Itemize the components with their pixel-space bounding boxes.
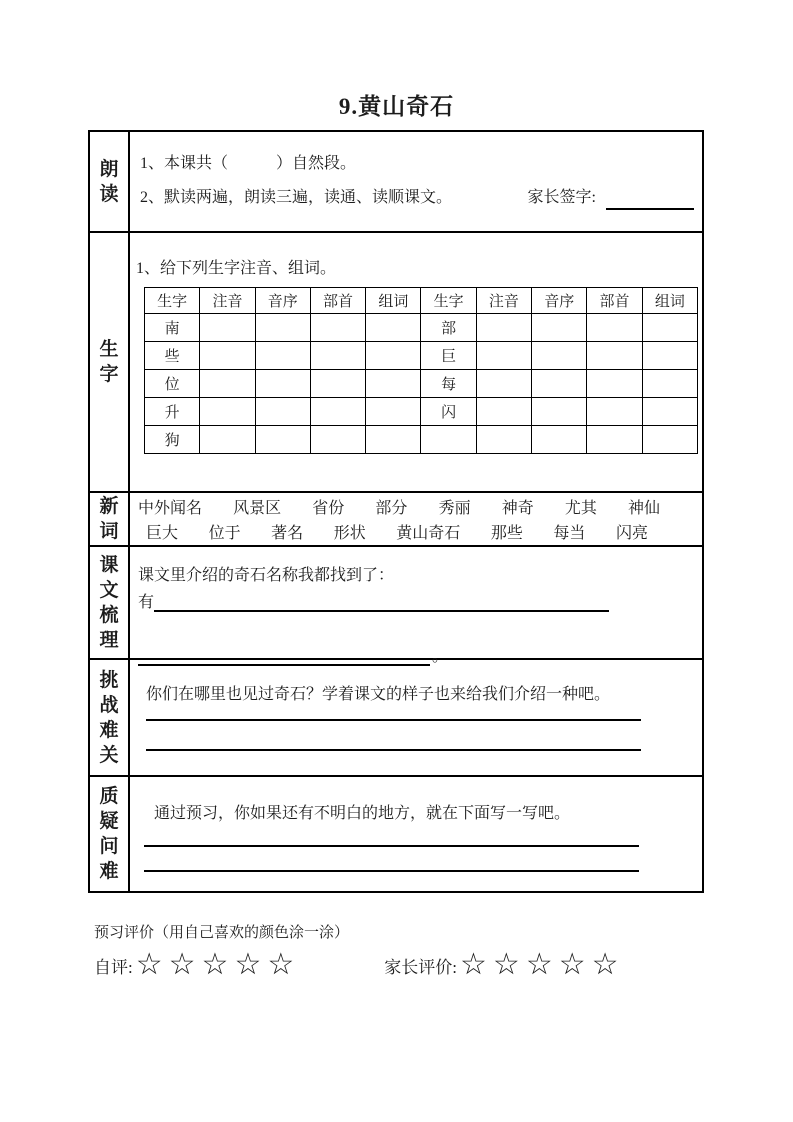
- shengzi-blank-cell: [587, 314, 642, 342]
- word-item: 每当: [553, 525, 586, 542]
- section-langdu: [90, 132, 702, 233]
- shengzi-blank-cell: [310, 314, 365, 342]
- kewen-content: [130, 547, 702, 665]
- tiaozhan-content: [130, 660, 702, 775]
- shengzi-blank-cell: [587, 426, 642, 454]
- shengzi-blank-cell: [532, 426, 587, 454]
- shengzi-char-cell: 每: [421, 370, 476, 398]
- shengzi-header-cell: 注音: [200, 288, 255, 314]
- shengzi-header-cell: 部首: [310, 288, 365, 314]
- section-shengzi: [90, 233, 702, 493]
- page-title: 9.黄山奇石: [338, 94, 455, 119]
- kewen-fill-suffix: 。: [432, 648, 449, 665]
- shengzi-blank-cell: [532, 398, 587, 426]
- shengzi-blank-cell: [366, 314, 421, 342]
- shengzi-blank-cell: [642, 426, 697, 454]
- shengzi-blank-cell: [587, 370, 642, 398]
- tiaozhan-blank-1: [146, 719, 641, 721]
- shengzi-blank-cell: [200, 342, 255, 370]
- tiaozhan-blank-2: [146, 749, 641, 751]
- section-label-cell: [90, 233, 130, 491]
- shengzi-row: [145, 342, 698, 370]
- star-icon: ☆: [234, 947, 262, 982]
- shengzi-char-cell: 南: [145, 314, 200, 342]
- section-kewen: [90, 547, 702, 665]
- langdu-item-1: 1、本课共（ ）自然段。: [140, 155, 357, 172]
- shengzi-blank-cell: [642, 398, 697, 426]
- shengzi-blank-cell: [255, 342, 310, 370]
- word-item: 黄山奇石: [396, 525, 461, 542]
- star-icon: ☆: [135, 947, 163, 982]
- parent-signature-group: [528, 186, 698, 210]
- shengzi-blank-cell: [200, 314, 255, 342]
- shengzi-blank-cell: [255, 370, 310, 398]
- kewen-fill-row-1: [138, 589, 692, 612]
- shengzi-row: [145, 314, 698, 342]
- shengzi-blank-cell: [366, 426, 421, 454]
- shengzi-char-cell: 闪: [421, 398, 476, 426]
- shengzi-blank-cell: [532, 342, 587, 370]
- star-icon: ☆: [591, 947, 619, 982]
- xinci-line-1: [138, 496, 660, 521]
- word-item: 风景区: [233, 500, 282, 517]
- shengzi-header-cell: 生字: [421, 288, 476, 314]
- langdu-line-2: [140, 186, 698, 210]
- shengzi-blank-cell: [476, 342, 531, 370]
- shengzi-blank-cell: [255, 314, 310, 342]
- parent-evaluation-label: 家长评价:: [384, 957, 457, 977]
- section-label-cell: [90, 493, 130, 545]
- word-item: 中外闻名: [138, 500, 203, 517]
- langdu-content: [130, 132, 702, 231]
- shengzi-char-cell: 部: [421, 314, 476, 342]
- zhiyi-label: 质疑问难: [99, 786, 119, 882]
- shengzi-blank-cell: [476, 398, 531, 426]
- shengzi-blank-cell: [366, 398, 421, 426]
- word-item: 那些: [490, 525, 523, 542]
- shengzi-content: [130, 233, 702, 491]
- parent-signature-label: 家长签字:: [527, 189, 596, 206]
- shengzi-blank-cell: [310, 342, 365, 370]
- shengzi-blank-cell: [310, 370, 365, 398]
- kewen-label: 课文梳理: [99, 554, 119, 651]
- shengzi-blank-cell: [642, 370, 697, 398]
- shengzi-blank-cell: [532, 314, 587, 342]
- shengzi-blank-cell: [587, 342, 642, 370]
- shengzi-char-cell: 些: [145, 342, 200, 370]
- evaluation-footer: [94, 922, 619, 983]
- xinci-content: [130, 493, 702, 545]
- word-item: 位于: [208, 525, 241, 542]
- word-item: 省份: [312, 500, 345, 517]
- xinci-label: 新词: [99, 496, 119, 542]
- shengzi-row: [145, 370, 698, 398]
- kewen-fill-blank-1: [154, 590, 609, 612]
- shengzi-row: [145, 426, 698, 454]
- shengzi-blank-cell: [200, 370, 255, 398]
- parent-signature-blank: [606, 188, 694, 210]
- shengzi-header-cell: 音序: [532, 288, 587, 314]
- shengzi-char-cell: 升: [145, 398, 200, 426]
- shengzi-prompt: 1、给下列生字注音、组词。: [136, 260, 337, 277]
- shengzi-blank-cell: [255, 398, 310, 426]
- shengzi-blank-cell: [587, 398, 642, 426]
- evaluation-title: 预习评价（用自己喜欢的颜色涂一涂）: [94, 925, 350, 941]
- self-evaluation-label: 自评:: [94, 957, 133, 977]
- star-icon: ☆: [525, 947, 553, 982]
- word-item: 部分: [375, 500, 408, 517]
- parent-evaluation-group: [384, 949, 618, 981]
- shengzi-blank-cell: [421, 426, 476, 454]
- langdu-item-2: 2、默读两遍，朗读三遍，读通、读顺课文。: [140, 189, 453, 206]
- word-item: 形状: [333, 525, 366, 542]
- shengzi-header-cell: 组词: [366, 288, 421, 314]
- shengzi-label: 生字: [99, 339, 119, 385]
- shengzi-row: [145, 398, 698, 426]
- kewen-prompt: 课文里介绍的奇石名称我都找到了：: [138, 567, 395, 584]
- shengzi-blank-cell: [642, 342, 697, 370]
- self-evaluation-group: [94, 949, 294, 981]
- word-item: 神奇: [501, 500, 534, 517]
- shengzi-blank-cell: [310, 398, 365, 426]
- word-item: 巨大: [146, 525, 179, 542]
- star-icon: ☆: [168, 947, 196, 982]
- parent-evaluation-stars: [460, 949, 619, 981]
- word-item: 著名: [271, 525, 304, 542]
- word-item: 闪亮: [615, 525, 648, 542]
- word-item: 尤其: [564, 500, 597, 517]
- section-label-cell: [90, 660, 130, 775]
- shengzi-blank-cell: [200, 426, 255, 454]
- shengzi-header-cell: 组词: [642, 288, 697, 314]
- zhiyi-blank-1: [144, 845, 639, 847]
- shengzi-header-cell: 部首: [587, 288, 642, 314]
- shengzi-blank-cell: [476, 426, 531, 454]
- evaluation-row: [94, 947, 619, 983]
- shengzi-header-cell: 音序: [255, 288, 310, 314]
- shengzi-char-cell: 狗: [145, 426, 200, 454]
- shengzi-blank-cell: [532, 370, 587, 398]
- shengzi-blank-cell: [200, 398, 255, 426]
- section-label-cell: [90, 132, 130, 231]
- shengzi-char-cell: 巨: [421, 342, 476, 370]
- shengzi-blank-cell: [255, 426, 310, 454]
- shengzi-header-cell: 生字: [145, 288, 200, 314]
- star-icon: ☆: [267, 947, 295, 982]
- shengzi-blank-cell: [310, 426, 365, 454]
- star-icon: ☆: [492, 947, 520, 982]
- shengzi-blank-cell: [366, 370, 421, 398]
- tiaozhan-prompt: 你们在哪里也见过奇石？学着课文的样子也来给我们介绍一种吧。: [146, 686, 611, 703]
- zhiyi-content: [130, 777, 702, 891]
- shengzi-blank-cell: [366, 342, 421, 370]
- word-item: 神仙: [627, 500, 660, 517]
- worksheet-table: [88, 130, 704, 893]
- word-item: 秀丽: [438, 500, 471, 517]
- shengzi-blank-cell: [476, 370, 531, 398]
- tiaozhan-label: 挑战难关: [99, 669, 119, 766]
- star-icon: ☆: [558, 947, 586, 982]
- star-icon: ☆: [201, 947, 229, 982]
- shengzi-blank-cell: [642, 314, 697, 342]
- section-xinci: [90, 493, 702, 547]
- xinci-line-2: [138, 521, 660, 546]
- shengzi-char-cell: 位: [145, 370, 200, 398]
- zhiyi-blank-2: [144, 870, 639, 872]
- section-label-cell: [90, 777, 130, 891]
- kewen-fill-prefix: 有: [138, 594, 155, 611]
- section-tiaozhan: [90, 660, 702, 777]
- shengzi-header-cell: 注音: [476, 288, 531, 314]
- zhiyi-prompt: 通过预习，你如果还有不明白的地方，就在下面写一写吧。: [154, 805, 571, 822]
- section-label-cell: [90, 547, 130, 658]
- self-evaluation-stars: [136, 949, 295, 981]
- star-icon: ☆: [460, 947, 487, 982]
- shengzi-table: [144, 287, 698, 454]
- shengzi-blank-cell: [476, 314, 531, 342]
- langdu-label: 朗读: [99, 158, 119, 205]
- section-zhiyi: [90, 777, 702, 891]
